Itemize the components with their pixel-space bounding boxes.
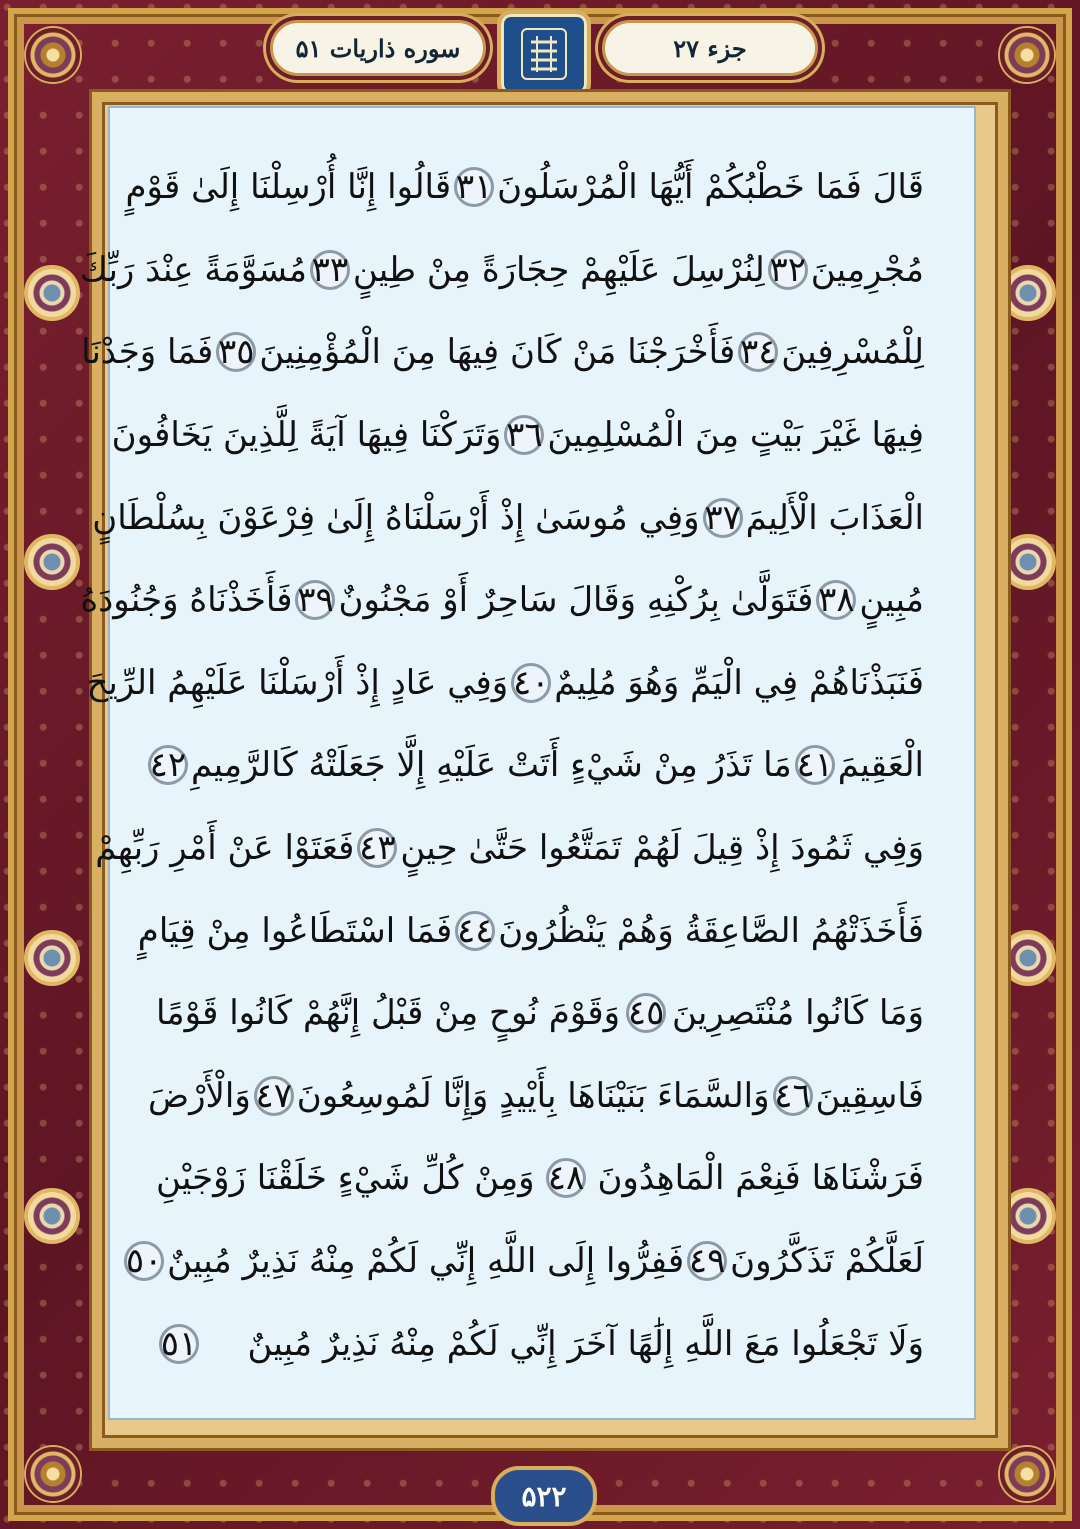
ayah-number-marker: ٤٠	[512, 662, 550, 703]
surah-label	[270, 20, 486, 76]
surah-label-text: سوره ذاریات ۵۱	[295, 33, 461, 63]
verse-text: فِيهَا غَيْرَ بَيْتٍ مِنَ الْمُسْلِمِينَ	[547, 415, 924, 456]
side-ornament	[1000, 534, 1056, 590]
ayah-number-marker: ٣٢	[769, 249, 806, 290]
verse-text: لِلْمُسْرِفِينَ	[781, 332, 924, 373]
ayah-number-marker: ٣٥	[218, 332, 255, 373]
page-number: ۵۲۲	[521, 1479, 567, 1513]
verse-text: فَتَوَلَّىٰ بِرُكْنِهِ وَقَالَ سَاحِرٌ أَوْ مَجْنُونٌ	[338, 580, 814, 621]
verse-line	[79, 229, 924, 312]
verse-text: فَأَخْرَجْنَا مَنْ كَانَ فِيهَا مِنَ الْمُؤْمِنِينَ	[259, 332, 736, 373]
side-ornament	[24, 1188, 80, 1244]
verse-text: وَفِي مُوسَىٰ إِذْ أَرْسَلْنَاهُ إِلَىٰ فِرْعَوْنَ بِسُلْطَانٍ	[92, 497, 700, 538]
verse-line	[80, 559, 924, 642]
verse-text: وَلَا تَجْعَلُوا مَعَ اللَّهِ إِلَٰهًا آخَرَ إِنِّي لَكُمْ مِنْهُ نَذِيرٌ مُبِينٌ	[247, 1323, 924, 1364]
corner-rosette	[1000, 1447, 1054, 1501]
verse-text: فَفِرُّوا إِلَى اللَّهِ إِنِّي لَكُمْ مِنْهُ نَذِيرٌ مُبِينٌ	[167, 1241, 685, 1282]
verse-text: فَمَا اسْتَطَاعُوا مِنْ قِيَامٍ	[137, 910, 453, 951]
corner-rosette	[26, 1447, 80, 1501]
side-ornament	[24, 930, 80, 986]
verse-text: مَا تَذَرُ مِنْ شَيْءٍ أَتَتْ عَلَيْهِ إِلَّا جَعَلَتْهُ كَالرَّمِيمِ	[190, 745, 792, 786]
verse-line	[95, 807, 924, 890]
ayah-number-marker: ٤٣	[359, 828, 396, 869]
verse-text: فَعَتَوْا عَنْ أَمْرِ رَبِّهِمْ	[95, 828, 355, 869]
verse-text: وَفِي عَادٍ إِذْ أَرْسَلْنَا عَلَيْهِمُ الرِّيحَ	[86, 662, 509, 703]
ayah-number-marker: ٣٦	[506, 415, 543, 456]
side-ornament	[1000, 1188, 1056, 1244]
juz-label-text: جزء ۲۷	[673, 33, 747, 63]
verse-line	[156, 1302, 924, 1385]
verse-text: وَمَا كَانُوا مُنْتَصِرِينَ	[672, 993, 924, 1034]
side-ornament	[1000, 265, 1056, 321]
ayah-number-marker: ٤٧	[255, 1075, 293, 1116]
juz-label	[602, 20, 818, 76]
ayah-number-marker: ٣١	[455, 167, 493, 208]
verse-text: فَأَخَذْنَاهُ وَجُنُودَهُ	[80, 580, 293, 621]
verse-text: فَنَبَذْنَاهُمْ فِي الْيَمِّ وَهُوَ مُلِيمٌ	[554, 662, 924, 703]
ayah-number-marker: ٤٩	[688, 1241, 726, 1282]
ayah-number-marker: ٣٨	[818, 580, 855, 621]
side-ornament	[24, 534, 80, 590]
verse-text: لِنُرْسِلَ عَلَيْهِمْ حِجَارَةً مِنْ طِينٍ	[352, 249, 765, 290]
verse-line	[86, 642, 924, 725]
verse-line	[156, 1137, 924, 1220]
verse-line	[125, 1220, 924, 1303]
verse-line	[125, 146, 924, 229]
ayah-number-marker: ٣٤	[739, 332, 777, 373]
ayah-number-marker: ٤١	[796, 745, 833, 786]
verse-text: فَمَا وَجَدْنَا	[81, 332, 214, 373]
verse-line	[92, 476, 924, 559]
verse-text: وَالسَّمَاءَ بَنَيْنَاهَا بِأَيْيدٍ وَإِنَّا لَمُوسِعُونَ	[296, 1075, 770, 1116]
ayah-number-marker: ٣٧	[704, 497, 741, 538]
verse-text: قَالَ فَمَا خَطْبُكُمْ أَيُّهَا الْمُرْسَلُونَ	[497, 167, 924, 208]
ayah-number-marker: ٣٣	[311, 249, 349, 290]
quran-verse-lines	[79, 146, 924, 1386]
verse-text: الْعَقِيمَ	[837, 745, 924, 786]
corner-rosette	[1000, 28, 1054, 82]
verse-text: الْعَذَابَ الْأَلِيمَ	[745, 497, 924, 538]
verse-line	[149, 724, 924, 807]
ayah-number-marker: ٥٠	[125, 1241, 163, 1282]
verse-text: وَفِي ثَمُودَ إِذْ قِيلَ لَهُمْ تَمَتَّعُوا حَتَّىٰ حِينٍ	[400, 828, 924, 869]
side-ornament	[1000, 930, 1056, 986]
verse-text: وَقَوْمَ نُوحٍ مِنْ قَبْلُ إِنَّهُمْ كَانُوا قَوْمًا	[156, 993, 621, 1034]
verse-line	[148, 1055, 924, 1138]
quran-logo-icon	[497, 10, 591, 98]
verse-line	[81, 311, 924, 394]
verse-line	[111, 394, 924, 477]
verse-text: قَالُوا إِنَّا أُرْسِلْنَا إِلَىٰ قَوْمٍ	[125, 167, 452, 208]
page-number-medallion	[491, 1466, 597, 1526]
side-ornament	[24, 265, 80, 321]
ayah-number-marker: ٤٢	[149, 745, 187, 786]
verse-text: مُبِينٍ	[859, 580, 924, 621]
verse-text: فَأَخَذَتْهُمُ الصَّاعِقَةُ وَهُمْ يَنْظُرُونَ	[498, 910, 924, 951]
verse-text: وَتَرَكْنَا فِيهَا آيَةً لِلَّذِينَ يَخَافُونَ	[111, 415, 502, 456]
verse-text: فَرَشْنَاهَا فَنِعْمَ الْمَاهِدُونَ	[597, 1158, 924, 1199]
verse-text: مُسَوَّمَةً عِنْدَ رَبِّكَ	[79, 249, 307, 290]
verse-line	[156, 972, 924, 1055]
verse-text: مُجْرِمِينَ	[810, 249, 924, 290]
ayah-number-marker: ٤٤	[456, 910, 494, 951]
ayah-number-marker: ٣٩	[297, 580, 334, 621]
verse-line	[137, 889, 924, 972]
verse-text: وَمِنْ كُلِّ شَيْءٍ خَلَقْنَا زَوْجَيْنِ	[156, 1158, 535, 1199]
corner-rosette	[26, 28, 80, 82]
calligraphy-logo-icon	[501, 14, 587, 94]
ayah-number-marker: ٤٥	[627, 993, 665, 1034]
ayah-number-marker: ٤٨	[547, 1158, 585, 1199]
verse-text: فَاسِقِينَ	[815, 1075, 924, 1116]
ayah-number-marker: ٥١	[160, 1323, 198, 1364]
verse-text: وَالْأَرْضَ	[148, 1075, 251, 1116]
ayah-number-marker: ٤٦	[774, 1075, 811, 1116]
verse-text: لَعَلَّكُمْ تَذَكَّرُونَ	[730, 1241, 924, 1282]
